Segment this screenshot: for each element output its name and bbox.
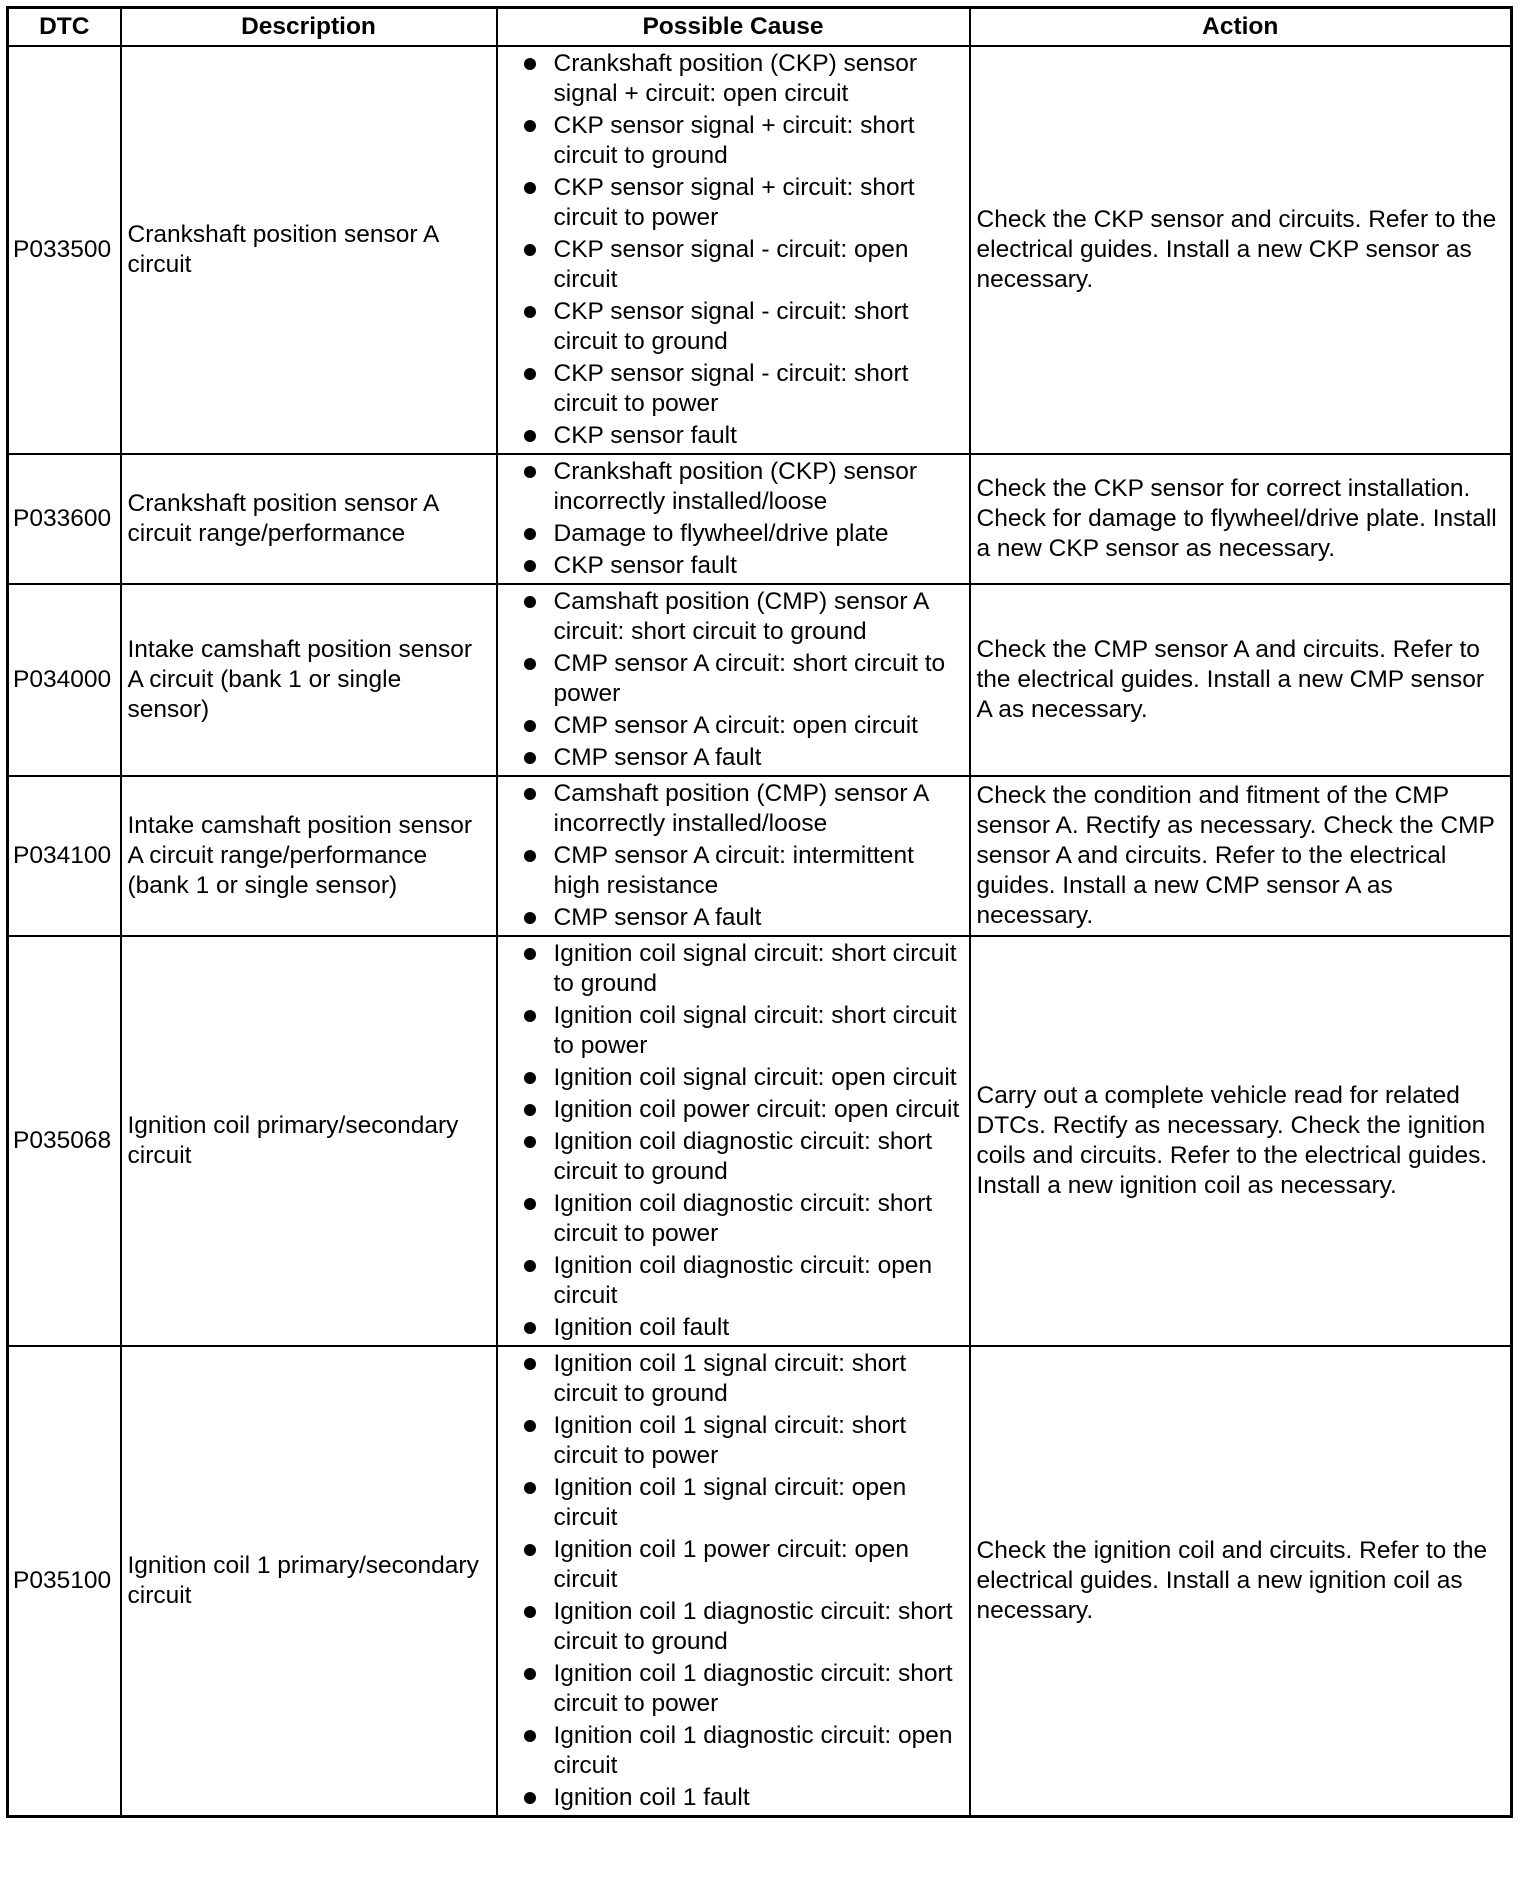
list-item: [524, 49, 965, 109]
list-item: [524, 1095, 965, 1125]
list-item: [524, 1721, 965, 1781]
cause-text: Ignition coil fault: [553, 1314, 730, 1341]
cause-text: Ignition coil 1 signal circuit: short circuit to power: [553, 1412, 907, 1469]
list-item: [524, 1063, 965, 1093]
bullet-icon: [524, 1420, 536, 1432]
table-row: [8, 1346, 1512, 1817]
cause-text: CKP sensor signal - circuit: short circuit to ground: [553, 298, 909, 355]
list-item: [524, 903, 965, 933]
header-possible-cause: Possible Cause: [497, 8, 970, 47]
list-item: [524, 297, 965, 357]
possible-cause-cell: [497, 776, 970, 936]
list-item: [524, 711, 965, 741]
list-item: [524, 939, 965, 999]
dtc-code: P034000: [8, 584, 121, 776]
list-item: [524, 587, 965, 647]
possible-cause-cell: [497, 1346, 970, 1817]
bullet-icon: [524, 560, 536, 572]
list-item: [524, 1001, 965, 1061]
list-item: [524, 173, 965, 233]
table-row: [8, 454, 1512, 584]
dtc-code: P033500: [8, 46, 121, 454]
bullet-icon: [524, 1072, 536, 1084]
list-item: [524, 1535, 965, 1595]
table-header: [8, 8, 1512, 47]
dtc-description: Crankshaft position sensor A circuit range/performance: [121, 454, 497, 584]
list-item: [524, 1349, 965, 1409]
bullet-icon: [524, 788, 536, 800]
document-page: [6, 6, 1510, 1818]
cause-text: CKP sensor signal - circuit: short circuit to power: [553, 360, 909, 417]
cause-text: Crankshaft position (CKP) sensor incorrectly installed/loose: [553, 458, 918, 515]
dtc-action: Check the CKP sensor and circuits. Refer to the electrical guides. Install a new CKP sensor as necessary.: [970, 46, 1512, 454]
dtc-action: Carry out a complete vehicle read for related DTCs. Rectify as necessary. Check the ignition coils and circuits. Refer to the electrical guides. Install a new ignition coil as necessary.: [970, 936, 1512, 1346]
bullet-icon: [524, 306, 536, 318]
list-item: [524, 1597, 965, 1657]
dtc-description: Ignition coil primary/secondary circuit: [121, 936, 497, 1346]
cause-text: Damage to flywheel/drive plate: [553, 520, 889, 547]
bullet-icon: [524, 596, 536, 608]
cause-text: CMP sensor A fault: [553, 904, 762, 931]
cause-text: CMP sensor A circuit: intermittent high resistance: [553, 842, 914, 899]
bullet-icon: [524, 1482, 536, 1494]
table-body: [8, 46, 1512, 1817]
dtc-action: Check the CMP sensor A and circuits. Refer to the electrical guides. Install a new CMP sensor A as necessary.: [970, 584, 1512, 776]
list-item: [524, 359, 965, 419]
dtc-action: Check the ignition coil and circuits. Refer to the electrical guides. Install a new ignition coil as necessary.: [970, 1346, 1512, 1817]
cause-text: CMP sensor A circuit: open circuit: [553, 712, 918, 739]
cause-text: Ignition coil diagnostic circuit: short circuit to ground: [553, 1128, 933, 1185]
table-row: [8, 776, 1512, 936]
possible-cause-list: [524, 457, 965, 581]
cause-text: Crankshaft position (CKP) sensor signal + circuit: open circuit: [553, 50, 918, 107]
list-item: [524, 457, 965, 517]
header-action: Action: [970, 8, 1512, 47]
cause-text: Ignition coil 1 diagnostic circuit: short circuit to ground: [553, 1598, 953, 1655]
list-item: [524, 421, 965, 451]
cause-text: Ignition coil 1 signal circuit: short circuit to ground: [553, 1350, 907, 1407]
list-item: [524, 551, 965, 581]
cause-text: CKP sensor signal + circuit: short circuit to power: [553, 174, 915, 231]
bullet-icon: [524, 1730, 536, 1742]
list-item: [524, 779, 965, 839]
list-item: [524, 111, 965, 171]
header-description: Description: [121, 8, 497, 47]
cause-text: Ignition coil 1 diagnostic circuit: short circuit to power: [553, 1660, 953, 1717]
cause-text: CMP sensor A circuit: short circuit to power: [553, 650, 946, 707]
list-item: [524, 519, 965, 549]
cause-text: Ignition coil 1 diagnostic circuit: open circuit: [553, 1722, 953, 1779]
possible-cause-list: [524, 49, 965, 451]
list-item: [524, 1189, 965, 1249]
cause-text: Camshaft position (CMP) sensor A incorrectly installed/loose: [553, 780, 928, 837]
dtc-description: Crankshaft position sensor A circuit: [121, 46, 497, 454]
bullet-icon: [524, 430, 536, 442]
bullet-icon: [524, 1322, 536, 1334]
possible-cause-cell: [497, 936, 970, 1346]
possible-cause-list: [524, 587, 965, 773]
list-item: [524, 1411, 965, 1471]
bullet-icon: [524, 1260, 536, 1272]
bullet-icon: [524, 1606, 536, 1618]
header-dtc: DTC: [8, 8, 121, 47]
dtc-code: P033600: [8, 454, 121, 584]
bullet-icon: [524, 1136, 536, 1148]
cause-text: CKP sensor fault: [553, 422, 737, 449]
possible-cause-cell: [497, 454, 970, 584]
cause-text: Ignition coil diagnostic circuit: open circuit: [553, 1252, 933, 1309]
bullet-icon: [524, 1792, 536, 1804]
cause-text: Ignition coil 1 fault: [553, 1784, 750, 1811]
cause-text: Ignition coil signal circuit: short circuit to ground: [553, 940, 957, 997]
dtc-code: P034100: [8, 776, 121, 936]
cause-text: Ignition coil diagnostic circuit: short circuit to power: [553, 1190, 933, 1247]
cause-text: CKP sensor signal + circuit: short circuit to ground: [553, 112, 915, 169]
bullet-icon: [524, 466, 536, 478]
list-item: [524, 1659, 965, 1719]
bullet-icon: [524, 182, 536, 194]
dtc-code: P035100: [8, 1346, 121, 1817]
header-row: [8, 8, 1512, 47]
bullet-icon: [524, 1104, 536, 1116]
cause-text: Ignition coil power circuit: open circuit: [553, 1096, 960, 1123]
bullet-icon: [524, 658, 536, 670]
bullet-icon: [524, 368, 536, 380]
bullet-icon: [524, 752, 536, 764]
bullet-icon: [524, 948, 536, 960]
bullet-icon: [524, 1544, 536, 1556]
list-item: [524, 1473, 965, 1533]
possible-cause-list: [524, 939, 965, 1343]
bullet-icon: [524, 528, 536, 540]
possible-cause-cell: [497, 46, 970, 454]
list-item: [524, 235, 965, 295]
dtc-table: [6, 6, 1513, 1818]
bullet-icon: [524, 850, 536, 862]
possible-cause-list: [524, 779, 965, 933]
table-row: [8, 584, 1512, 776]
cause-text: CKP sensor signal - circuit: open circuit: [553, 236, 909, 293]
list-item: [524, 649, 965, 709]
list-item: [524, 1313, 965, 1343]
dtc-action: Check the condition and fitment of the CMP sensor A. Rectify as necessary. Check the CMP sensor A and circuits. Refer to the electrical guides. Install a new CMP sensor A as necessary.: [970, 776, 1512, 936]
possible-cause-list: [524, 1349, 965, 1813]
bullet-icon: [524, 720, 536, 732]
list-item: [524, 743, 965, 773]
list-item: [524, 1251, 965, 1311]
cause-text: Camshaft position (CMP) sensor A circuit: short circuit to ground: [553, 588, 928, 645]
cause-text: Ignition coil signal circuit: short circuit to power: [553, 1002, 957, 1059]
bullet-icon: [524, 58, 536, 70]
bullet-icon: [524, 1668, 536, 1680]
cause-text: CKP sensor fault: [553, 552, 737, 579]
dtc-description: Intake camshaft position sensor A circuit range/performance (bank 1 or single sensor): [121, 776, 497, 936]
bullet-icon: [524, 1198, 536, 1210]
bullet-icon: [524, 912, 536, 924]
cause-text: Ignition coil 1 signal circuit: open circuit: [553, 1474, 907, 1531]
dtc-description: Ignition coil 1 primary/secondary circuit: [121, 1346, 497, 1817]
bullet-icon: [524, 120, 536, 132]
list-item: [524, 1127, 965, 1187]
dtc-description: Intake camshaft position sensor A circuit (bank 1 or single sensor): [121, 584, 497, 776]
cause-text: CMP sensor A fault: [553, 744, 762, 771]
bullet-icon: [524, 244, 536, 256]
table-row: [8, 46, 1512, 454]
dtc-action: Check the CKP sensor for correct installation. Check for damage to flywheel/drive plate. Install a new CKP sensor as necessary.: [970, 454, 1512, 584]
bullet-icon: [524, 1358, 536, 1370]
cause-text: Ignition coil signal circuit: open circuit: [553, 1064, 957, 1091]
dtc-code: P035068: [8, 936, 121, 1346]
table-row: [8, 936, 1512, 1346]
bullet-icon: [524, 1010, 536, 1022]
list-item: [524, 1783, 965, 1813]
cause-text: Ignition coil 1 power circuit: open circuit: [553, 1536, 909, 1593]
possible-cause-cell: [497, 584, 970, 776]
list-item: [524, 841, 965, 901]
